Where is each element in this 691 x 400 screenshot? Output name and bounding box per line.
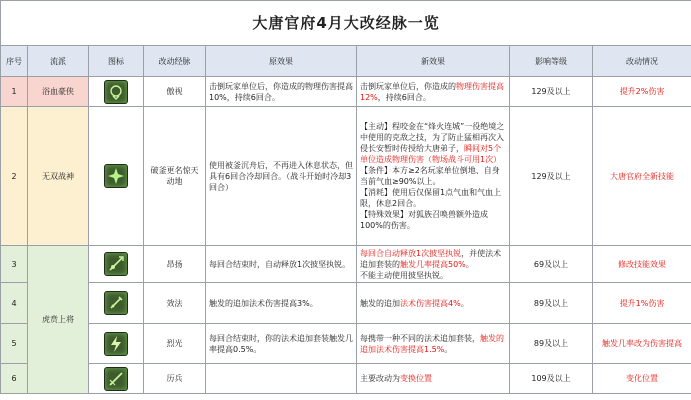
row-skill: 傲视 [144,77,206,107]
row-icon-cell [89,246,144,283]
row-new-effect [357,283,510,324]
header-new-effect: 新效果 [357,46,510,77]
burst-icon [104,164,128,188]
row-old-effect: 使用被釜沉舟后，不再进入休息状态，但具有6回合冷却回合。（战斗开始时冷却3回合） [206,107,357,246]
row-school: 无双战神 [28,107,89,246]
effect-text: 每携带一种不同的法术追加套装， [360,333,480,343]
row-index: 3 [1,246,28,283]
highlighted-text: 触发的追加法术伤害提高1.5% [360,333,504,354]
header-icon: 图标 [89,46,144,77]
table-row [1,107,691,246]
row-index: 4 [1,283,28,324]
row-grade: 129及以上 [510,107,593,246]
row-index: 2 [1,107,28,246]
row-icon-cell [89,364,144,394]
fist-icon [104,80,128,104]
effect-text: 。 [465,259,474,269]
highlighted-text: 触发几率提高50% [400,259,466,269]
row-grade: 89及以上 [510,324,593,364]
header-school: 流派 [28,46,89,77]
row-icon-cell [89,77,144,107]
row-old-effect: 击倒玩家单位后，你造成的物理伤害提高10%，持续6回合。 [206,77,357,107]
row-change: 触发几率改为伤害提高 [593,324,691,364]
header-index: 序号 [1,46,28,77]
row-new-effect [357,107,510,246]
row-new-effect [357,364,510,394]
row-skill: 昂扬 [144,246,206,283]
header-row [1,46,691,77]
table-row [1,364,691,394]
effect-text: 不能主动使用披坚执锐。 [360,270,448,280]
table-row [1,77,691,107]
table-row [1,324,691,364]
row-index: 6 [1,364,28,394]
highlighted-text: 物理伤害提高12% [360,81,504,102]
row-grade: 69及以上 [510,246,593,283]
row-index: 5 [1,324,28,364]
row-icon-cell [89,107,144,246]
row-index: 1 [1,77,28,107]
row-change: 提升1%伤害 [593,283,691,324]
header-grade: 影响等级 [510,46,593,77]
effect-text: 触发的追加 [360,298,400,308]
row-new-effect [357,246,510,283]
effect-text: ，持续6回合。 [377,92,431,102]
row-grade: 129及以上 [510,77,593,107]
highlighted-text: 变换位置 [400,374,432,383]
row-school: 虎贲上将 [28,246,89,394]
row-old-effect: 每回合结束时，自动释放1次披坚执锐。 [206,246,357,283]
header-skill: 改动经脉 [144,46,206,77]
blade-icon [104,367,128,391]
highlighted-text: 每回合自动释放1次披坚执锐 [360,248,462,258]
effect-text: 【条件】本方≥2名玩家单位倒地、自身当前气血≥90%以上。 [360,166,500,186]
row-change: 修改技能效果 [593,246,691,283]
row-skill: 效法 [144,283,206,324]
sword-icon [104,291,128,315]
row-grade: 89及以上 [510,283,593,324]
row-old-effect: 触发的追加法术伤害提高3%。 [206,283,357,324]
effect-text: 【消耗】使用后仅保留1点气血和气血上限，休息2回合。 [360,188,502,208]
row-old-effect [206,364,357,394]
row-skill: 破釜更名惊天动地 [144,107,206,246]
table-row [1,283,691,324]
row-change: 提升2%伤害 [593,77,691,107]
row-skill: 烈光 [144,324,206,364]
effect-text: 击倒玩家单位后，你造成的 [360,81,456,91]
header-change: 改动情况 [593,46,691,77]
row-change: 变化位置 [593,364,691,394]
row-icon-cell [89,324,144,364]
effect-text: 。 [460,298,469,308]
effect-text: 主要改动为 [360,374,400,383]
row-grade: 109及以上 [510,364,593,394]
highlighted-text: 瞬间对5个单位造成物理伤害（物场战斗可用1次） [360,144,502,164]
effect-text: 【主动】程咬金在“烽火连城”一役绝境之中使用的克敌之技，为了防止猛相再次入侵长安暂时传授给大唐弟子， [360,122,505,153]
table-title: 大唐官府4月大改经脉一览 [1,1,691,46]
row-old-effect: 每回合结束时，你的法术追加套装触发几率提高0.5%。 [206,324,357,364]
row-new-effect [357,324,510,364]
effect-text: 【特殊效果】对狐族召唤兽额外造成100%的伤害。 [360,210,488,230]
row-school: 浴血豪侠 [28,77,89,107]
row-change: 大唐官府全新技能 [593,107,691,246]
highlighted-text: 法术伤害提高4% [400,298,461,308]
header-old-effect: 原效果 [206,46,357,77]
spear-icon [104,252,128,276]
row-icon-cell [89,283,144,324]
lightning-icon [104,332,128,356]
row-new-effect [357,77,510,107]
effect-text: ，并使法术追加套装的 [360,248,502,269]
row-skill: 历兵 [144,364,206,394]
table-row [1,246,691,283]
effect-text: 。 [444,344,453,354]
